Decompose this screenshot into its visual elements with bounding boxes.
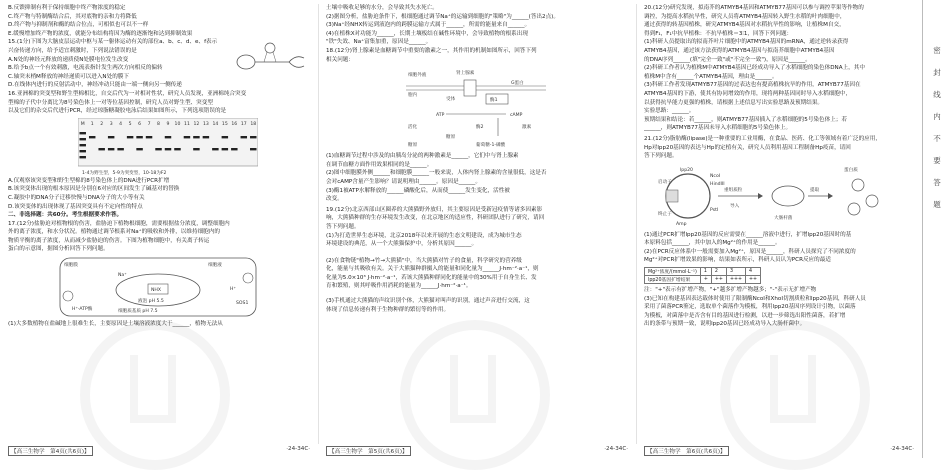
text-line: (4)在植株X对功能为______，长期土壤板结在碱性环境中，会导致植物的根系出现 (326, 30, 528, 37)
question-15 (8, 38, 312, 90)
table-cell: lpp20基因扩增结果 (645, 276, 701, 284)
text-line: ______，则ATMYB77基因未导入水稻细胞的5号染色体上。 (644, 125, 792, 132)
gel-band (241, 136, 247, 138)
gel-lane-label: 15 (221, 121, 228, 127)
footer-code: ·24-34C· (890, 446, 914, 452)
table-cell: 2 (711, 268, 726, 276)
gel-band (184, 136, 190, 138)
text-line: D.终产物与抑制剂和酶的结合位点，可相似也可以不一样 (8, 22, 149, 29)
text-line: 在调节血糖方面作用效果相同的是______。 (326, 161, 433, 168)
seal-line-char: 封 (933, 68, 941, 77)
seal-line-text (931, 40, 943, 216)
gel-band (165, 136, 171, 138)
text-line: 20.(12分)研究发现，拟南芥的ATMYB4基因和ATMYB77基因可以参与调控苹果等作物的 (644, 5, 864, 11)
text-line: 答下列问题。 (644, 153, 678, 160)
gel-band (80, 150, 86, 152)
gel-lane-label: 17 (240, 121, 247, 127)
gel-band (250, 148, 256, 150)
text-line: 15.(1分)下图为大脑皮层运动中枢与某一躯体运动有关的部位a、b、c、d、e、f表示 (8, 39, 218, 46)
diagram-label: 激素 (522, 125, 532, 131)
gel-band (89, 136, 95, 138)
text-line: (1)大多数植物在盐碱地上很难生长，主要原因是土壤溶液浓度大于______，植物无法从 (8, 321, 223, 328)
text-line: 19.(12分)北京西部山区圈养的大熊猫野外放归，其主要原因是受新冠疫情等诸多因素影 (326, 206, 543, 213)
text-line: 型棉的子代中分离比为8号染色体上一对等位基因控制，研究人员对野生型、突变型 (8, 99, 213, 106)
table-cell: 1 (700, 268, 711, 276)
diagram-label: 胞内 (408, 93, 418, 99)
text-line: C.终产物与特制酶结合后，其对底物的亲和力将降低 (8, 13, 137, 20)
diagram-label: 蛋白质 (844, 167, 858, 173)
gel-band (80, 138, 86, 140)
text-line: (2)科研工作者认为植株M中ATMYB4基因已经成功导入了水稻细胞的染色体DNA上，其中 (644, 65, 865, 72)
gel-band (80, 132, 86, 134)
gel-lane-label: M (80, 121, 85, 127)
text-line: 以及它们的杂交后代进行PCR，经过琼脂糖凝胶电泳后结果如图所示，下列选项错误的是 (8, 108, 227, 115)
seal-line-char: 线 (933, 90, 941, 99)
text-line: 的DNA序列______(填"完全一致"或"不完全一致")，原因是______。 (644, 56, 811, 63)
gel-lane-label: 3 (109, 121, 113, 127)
gel-band (98, 148, 104, 150)
diagram-label: 酶2 (476, 125, 484, 131)
gel-caption: 1-4为野生型，5-9为突变型，10-18为F2 (82, 170, 167, 176)
gel-band (108, 136, 114, 138)
text-line: A.N处的神经元释放的递质使N处膜电位发生改变 (8, 56, 129, 63)
gel-lane-label: 13 (202, 121, 209, 127)
page-column-4 (0, 0, 318, 458)
gel-lane-label: 4 (119, 121, 123, 127)
page-footer (644, 446, 914, 456)
text-line: B.该突变体出现的根本原因是分别在6对应的区间发生了碱基对的替换 (8, 186, 180, 193)
diagram-label: 重组质粒 (724, 187, 743, 193)
diagram-label: cAMP (510, 113, 523, 119)
diagram-label: 大肠杆菌 (774, 215, 793, 221)
diagram-label: 肾上腺素 (456, 71, 475, 77)
text-line: 改变。 (326, 196, 343, 203)
mg-concentration-table (644, 267, 761, 284)
gel-band (165, 148, 171, 150)
diagram-label: 液泡 pH 5.5 (138, 299, 164, 305)
gel-band (117, 148, 123, 150)
text-line: (3)酶1被ATP水解释放的______磷酸化后，从而使______发生变化，活性被 (326, 187, 510, 194)
text-line: (2)据图分析，盐胁迫条件下，根细胞通过调节Na⁺的运输到细胞的"策略"为______(答出2点)。 (326, 13, 559, 20)
text-line: D.在线体内进行的反射活动中，神经冲动只能由一端一侧向另一侧传递 (8, 82, 182, 89)
diagram-label: HindIII (710, 181, 725, 187)
footer-page-label: 【高三生物学 第4页(共6页)】 (8, 446, 93, 456)
q14-options-tail (8, 4, 312, 38)
text-line: B.反馈抑制有利于保持细胞中终产物浓度的稳定 (8, 5, 126, 11)
table-row (645, 276, 761, 284)
gel-band (80, 156, 86, 158)
text-line: A.仅观察该突变型和野生型棉的8号染色体上的DNA进行PCR扩增 (8, 177, 170, 184)
gel-band (146, 136, 152, 138)
text-line: B.给予b点一个有效刺激，电流表指针发生两次方向相反的偏转 (8, 65, 163, 72)
diagram-label: 酶1 (490, 98, 498, 104)
text-line: 16.亚洲棉的突变型和野生型棉相比，自交后代为一对相对性状，研究人员发现，亚洲棉纯合突变 (8, 90, 247, 97)
diagram-label: H⁺-ATP酶 (72, 307, 93, 313)
diagram-label: SOS1 (236, 301, 249, 307)
text-line: (2)在PCR反应体系中一般需要加入Mg²⁺，原因是______，科研人员探究了不同浓度的 (644, 248, 856, 255)
text-line: Mg²⁺对PCR扩增效果的影响，结果如表所示，科研人员认为PCR反应的最适 (644, 257, 831, 264)
gel-band (174, 148, 180, 150)
neuron-diagram (234, 40, 312, 84)
footer-page-label: 【高三生物学 第6页(共6页)】 (644, 446, 729, 456)
seal-line-gutter (922, 0, 950, 458)
gel-band (136, 136, 142, 138)
diagram-label: 细胞液 (208, 263, 222, 269)
table-row (645, 268, 761, 276)
gel-band (203, 136, 209, 138)
gel-band (250, 136, 256, 138)
text-line: 本原料包括______，其中加入的Mg²⁺的作用是______。 (644, 240, 781, 247)
seal-line-char: 密 (933, 46, 941, 55)
diagram-label: 启动子 (658, 179, 672, 185)
gel-band (193, 136, 199, 138)
text-line: 化量为5.0×10³ J·hm⁻²·a⁻¹，若该大熊猫种群同化的能量中的30%用于自身生长、发 (326, 274, 537, 281)
text-line: 体现了信息传递有利于生物种群的繁衍等的作用。 (326, 306, 450, 313)
diagram-label: 终止子 (658, 211, 672, 217)
page-column-5 (318, 0, 636, 458)
question-17-cont (326, 4, 630, 47)
gel-band (222, 148, 228, 150)
gel-lane-label: 8 (157, 121, 160, 127)
seal-line-char: 内 (933, 112, 941, 121)
page-footer (326, 446, 628, 456)
text-line: 土壤中吸收足够的水分，会导致其失水死亡。 (326, 5, 438, 11)
diagram-label: 葡萄糖-1-磷酸 (476, 143, 506, 149)
text-line: 18.(12分)肾上腺素是血糖调节中重要的激素之一，其作用的机制如图所示，回答下列 (326, 47, 537, 54)
table-cell: +++ (726, 276, 745, 284)
text-line: (1)通过PCR扩增lpp20基因的反应需要在______溶液中进行，扩增lpp20基因时的基 (644, 231, 852, 238)
text-line: (3)科研工作者发现ATMYB77基因的过表达也有提高植株抗旱的作用，ATMYB77基因在 (644, 82, 861, 89)
diagram-label: G蛋白 (511, 81, 524, 87)
diagram-label: 活化 (408, 125, 418, 131)
question-18 (326, 47, 630, 204)
text-line: 实验思路：______。 (644, 108, 695, 115)
table-cell: 4 (746, 268, 761, 276)
text-line: (1)科研人员提取出的拟南芥叶片细胞中的ATMYB4基因的mRNA，通过逆转录获得 (644, 39, 849, 46)
diagram-label: 糖原 (446, 135, 456, 141)
diagram-label: 细胞质基质 pH 7.5 (118, 309, 158, 315)
gel-lane-label: 2 (100, 121, 104, 127)
seal-line-char: 答 (933, 178, 941, 187)
question-19 (326, 206, 630, 315)
question-21 (644, 135, 918, 329)
seal-line-char: 要 (933, 156, 941, 165)
plasmid-construction-diagram (658, 163, 888, 229)
text-line: 会对cAMP含量产生影响？请说明理由______。原因是______。 (326, 178, 481, 185)
page-footer (8, 446, 310, 456)
gel-lane-label: 6 (138, 121, 142, 127)
text-line: 21.(12分)脂肪酶(lipase)是一种重要的工业用酶，在食品、医药、化工等领域有着广泛的应用， (644, 135, 881, 142)
text-line: ATMYB4基因，通过该方法获得的ATMYB4基因与拟南芥细胞中ATMYB4基因 (644, 47, 835, 54)
gel-lane-label: 12 (193, 121, 200, 127)
text-line: Hp对lpp20基因的表达与Hp的定植有关，研究人员利用基因工程制备Hp疫苗，请回 (644, 144, 851, 151)
text-line: 响，大熊猫种群的生存环境发生改变，在北京地区的适应性，科研团队进行了研究，请回 (326, 215, 545, 222)
gel-lane-label: 5 (128, 121, 132, 127)
text-line: 植株M中含有______个ATMYB4基因，理由是______。 (644, 73, 778, 80)
gel-lane-label: 18 (250, 121, 257, 127)
diagram-label: NcoI (710, 173, 721, 179)
gel-lane-label: 9 (166, 121, 170, 127)
table-cell: + (700, 276, 711, 284)
text-line: 为模板，对菌落中是否含有目的基因进行检测，以进一步筛选出阳性菌落，若扩增 (644, 312, 846, 319)
table-cell: ++ (711, 276, 726, 284)
page-column-6 (636, 0, 922, 458)
text-line: 17.(12分)盐胁迫对植物根的伤害，盐胁迫下植物根细胞，需要根据盐分浓度，调整细胞内 (8, 220, 230, 227)
gel-lane-label: 16 (231, 121, 238, 127)
text-line: 采用了菌落PCR鉴定，选取单个菌落作为模板，利用lpp20基因序列设计引物，以菌落 (644, 304, 856, 311)
diagram-label: 细胞膜 (64, 263, 78, 269)
text-line: 环境建设的典范，从一个大熊猫保护中，分析其原因______。 (326, 241, 478, 248)
diagram-label: Na⁺ (118, 273, 127, 279)
diagram-label: 提取 (810, 187, 820, 193)
text-line: C.凝胶中的DNA分子迁移快慢与DNA分子的大小等有关 (8, 194, 145, 201)
diagram-label: 细胞外液 (408, 73, 427, 79)
text-line: (1)为打造世界生态环境，北京2018年以来开展的生态文明建设，成为城市生态 (326, 232, 522, 239)
text-line: 通过获得的转基因植株，研究ATMYB4基因对水稻抗旱性的影响，让植株M自交， (644, 22, 845, 29)
gel-band (212, 148, 218, 150)
text-line: (3)手机通过大熊猫的声纹识别个体，大熊猫对叫声的识别，通过声音进行交流，这 (326, 298, 530, 305)
text-line: 答下列问题。 (326, 223, 360, 230)
text-line: (2)在食物链"植物→竹→大熊猫"中，当大熊猫对竹子的食量，科学研究的营养级 (326, 257, 522, 264)
text-line: 以获得抗旱能力更强的植株，请根据上述信息写出实验思路及预期结果。 (644, 99, 824, 106)
gel-electrophoresis-figure (78, 118, 258, 176)
question-20 (644, 4, 918, 133)
diagram-label: 糖原 (408, 143, 418, 149)
question-17 (8, 220, 312, 329)
gel-lane-label: 1 (90, 121, 94, 127)
question-16 (8, 90, 312, 211)
gel-lane-label: 10 (174, 121, 181, 127)
gel-band (80, 144, 86, 146)
text-line: 预期结果和结论：若______，则ATMYB77基因插入了水稻细胞的5号染色体上；若 (644, 116, 847, 123)
text-line: 外的离子浓度，和水分状况。植物通过调节根系对Na⁺的吸收和外排，以维持细胞内的 (8, 229, 220, 236)
diagram-label: PstI (710, 207, 719, 213)
seal-line-char: 不 (933, 134, 941, 143)
footer-code: ·24-34C· (286, 446, 310, 452)
section-heading: 二、非选择题：共60分。考生根据要求作答。 (8, 212, 123, 219)
text-line: 兴奋传递方向，给予适宜刺激时，下列说法错误的是 (8, 47, 137, 54)
adrenaline-mechanism-diagram (406, 66, 546, 150)
table-note: 注："+"表示有扩增产物，"+"越多扩增产物越多；"-"表示无扩增产物 (644, 287, 817, 294)
text-line: 出的条带与预期一致，说明lpp20基因已经成功导入大肠杆菌中。 (644, 321, 806, 328)
gel-band (222, 136, 228, 138)
diagram-label: H⁺ (230, 287, 236, 293)
seal-line-char: 题 (933, 200, 941, 209)
text-line: 育和繁殖，则其呼吸作用消耗的能量为______J·hm⁻²·a⁻¹。 (326, 283, 472, 290)
gel-band (108, 148, 114, 150)
diagram-label: NHX (151, 288, 162, 294)
text-line: 调控，为提高水稻抗旱性，研究人员将ATMYB4基因转入野生水稻的叶肉细胞中， (644, 13, 846, 20)
gel-band (136, 148, 142, 150)
table-cell: ++ (746, 276, 761, 284)
table-cell: Mg²⁺浓度/(mmol·L⁻¹) (645, 268, 701, 276)
text-line: (1)血糖调节过程中涉及的由胰岛分泌的两种激素是______，它们中与肾上腺素 (326, 153, 519, 160)
gel-lane-label: 14 (212, 121, 219, 127)
gel-band (193, 148, 199, 150)
text-line: 蛋白的示意图，据图分析回答下列问题。 (8, 246, 109, 253)
text-line: 物质平衡的离子浓度，从而减少盐胁迫的伤害。下图为植物细胞中，有关离子转运 (8, 237, 210, 244)
diagram-label: Amp (676, 221, 687, 227)
text-line: C.轴突末梢M释放的神经递质可以进入N处的膜下 (8, 73, 129, 80)
diagram-label: lpp20 (680, 167, 693, 173)
gel-band (155, 148, 161, 150)
text-line: D.该突变体的出现体现了基因突变具有不定向性的特点 (8, 203, 143, 210)
text-line: (2)图中细胞膜外侧______和细胞膜______一般来说，人体内肾上腺素的含量很低，这是否 (326, 170, 547, 177)
diagram-label: 受体 (446, 97, 456, 103)
gel-band (127, 136, 133, 138)
diagram-label: ATP (436, 113, 445, 119)
text-line: E.缓慢增加终产物的浓度，就能分布结构将因为酶的逐渐饱和达到抑制效果 (8, 30, 193, 37)
text-line: 相关问题： (326, 56, 354, 63)
gel-lane-label: 7 (147, 121, 151, 127)
table-cell: 3 (726, 268, 745, 276)
gel-band (231, 148, 237, 150)
gel-lane-label: 11 (184, 121, 190, 127)
text-line: 化，能量与其吸收有关。关于大熊猫种群摄入的能量和同化量为______J·hm⁻²·a⁻¹，则 (326, 266, 539, 273)
footer-code: ·24-34C· (604, 446, 628, 452)
text-line: (3)Na⁺经NHX转运到液泡内的跨膜运输方式属于______，所需的能量来自______。 (326, 22, 531, 29)
text-line: "铁"失效、Na⁺富集加重，原因是______。 (326, 39, 432, 46)
cell-transport-diagram (58, 256, 258, 318)
footer-page-label: 【高三生物学 第5页(共6页)】 (326, 446, 411, 456)
diagram-label: 导入 (730, 203, 740, 209)
text-line: ATMYB4基因的下游，使其有协同增效的作用，现将两种基因同时导入水稻细胞中， (644, 90, 852, 97)
text-line: (3)已知在构建基因表达载体时使用了限制酶NcoI和XhoI切割质粒和lpp20基因，科研人员 (644, 295, 866, 302)
text-line: 得到F₁，F₁中抗旱植株：不抗旱植株＝3∶1，回答下列问题： (644, 30, 793, 37)
